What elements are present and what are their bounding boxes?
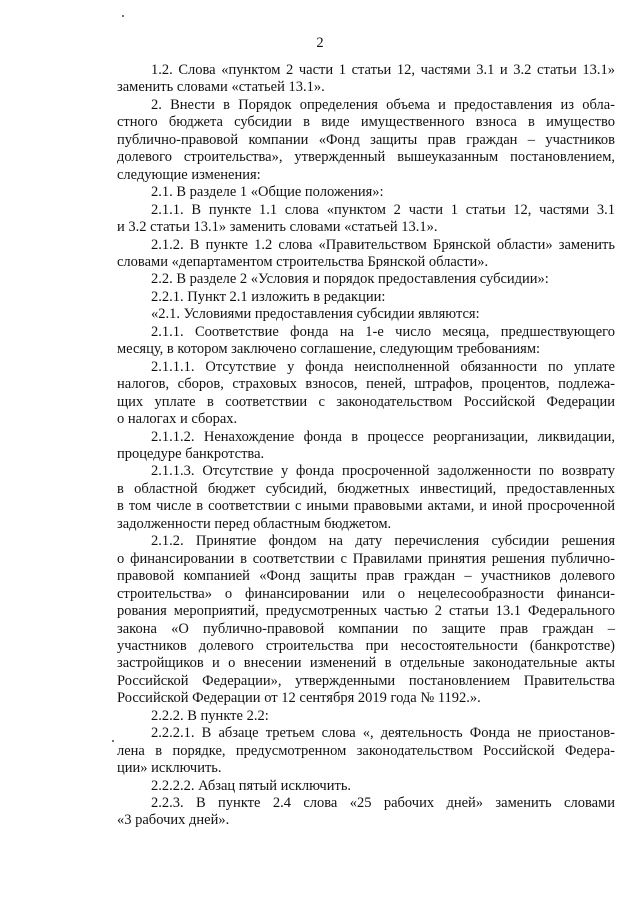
paragraph — [117, 97, 615, 184]
text-line: о финансировании в соответствии с Правилами принятия решения публично- — [117, 550, 615, 567]
text-line: 2.2.3. В пункте 2.4 слова «25 рабочих дней» заменить словами — [151, 795, 615, 812]
text-line: Российской Федерации», утвержденными постановлением Правительства — [117, 672, 615, 689]
paragraph — [117, 62, 615, 97]
text-line: 2.2. В разделе 2 «Условия и порядок предоставления субсидии»: — [151, 271, 549, 288]
paragraph — [117, 359, 615, 429]
text-line: 2.1.1.1. Отсутствие у фонда неисполненной обязанности по уплате — [151, 358, 615, 375]
text-line: налогов, сборов, страховых взносов, пеней, штрафов, процентов, подлежа- — [117, 376, 615, 393]
text-line: 2.1.1.3. Отсутствие у фонда просроченной задолженности по возврату — [151, 463, 615, 480]
text-line: и 3.2 статьи 13.1» заменить словами «статьей 13.1». — [117, 219, 438, 236]
paragraph — [117, 237, 615, 272]
text-line: следующие изменения: — [117, 166, 261, 183]
paragraph — [117, 429, 615, 464]
text-line: 2.2.2. В пункте 2.2: — [151, 707, 269, 724]
text-line: 2.1.1.2. Ненахождение фонда в процессе реорганизации, ликвидации, — [151, 428, 615, 445]
text-line: 2.2.2.2. Абзац пятый исключить. — [151, 777, 352, 794]
text-line: в областной бюджет субсидий, бюджетных инвестиций, предоставленных — [117, 480, 615, 497]
text-line: в том числе в соответствии с иными правовыми актами, и иной просроченной — [117, 498, 615, 515]
text-line: долевого строительства», утвержденный вышеуказанным постановлением, — [117, 149, 615, 166]
text-line: Российской Федерации от 12 сентября 2019 года № 1192.». — [117, 690, 481, 707]
page-number: 2 — [316, 35, 324, 51]
text-line: лена в порядке, предусмотренном законодательством Российской Федера- — [117, 742, 615, 759]
text-line: 2.1.2. В пункте 1.2 слова «Правительством Брянской области» заменить — [151, 236, 615, 253]
text-line: стного бюджета субсидии в виде имущественного взноса в имущество — [117, 114, 615, 131]
text-line: ции» исключить. — [117, 760, 222, 777]
paragraph — [117, 289, 615, 306]
text-line: заменить словами «статьей 13.1». — [117, 79, 325, 96]
paragraph — [117, 725, 615, 777]
paragraph — [117, 795, 615, 830]
text-line: правовой компанией «Фонд защиты прав граждан – участников долевого — [117, 568, 615, 585]
text-line: 1.2. Слова «пунктом 2 части 1 статьи 12, частями 3.1 и 3.2 статьи 13.1» — [151, 62, 615, 78]
paragraph — [117, 306, 615, 323]
text-line: 2.2.1. Пункт 2.1 изложить в редакции: — [151, 288, 386, 305]
text-line: о налогах и сборах. — [117, 411, 238, 428]
paragraph — [117, 184, 615, 201]
paragraph — [117, 533, 615, 708]
text-line: участников долевого строительства при несостоятельности (банкротстве) — [117, 637, 615, 654]
text-line: «2.1. Условиями предоставления субсидии являются: — [151, 306, 480, 323]
paragraph — [117, 463, 615, 533]
text-line: процедуре банкротства. — [117, 445, 265, 462]
text-line: 2. Внести в Порядок определения объема и предоставления из обла- — [151, 96, 615, 113]
text-line: месяцу, в котором заключено соглашение, следующим требованиям: — [117, 341, 541, 358]
text-line: публично-правовой компании «Фонд защиты прав граждан – участников — [117, 131, 615, 148]
scan-speck — [112, 740, 114, 742]
text-line: 2.1. В разделе 1 «Общие положения»: — [151, 184, 384, 201]
text-line: 2.1.1. Соответствие фонда на 1-е число месяца, предшествующего — [151, 323, 615, 340]
text-line: застройщиков и о внесении изменений в отдельные законодательные акты — [117, 655, 615, 672]
text-line: словами «департаментом строительства Брянской области». — [117, 253, 489, 270]
text-line: задолженности перед областным бюджетом. — [117, 515, 392, 532]
scan-speck — [122, 15, 124, 17]
paragraph — [117, 778, 615, 795]
paragraph — [117, 324, 615, 359]
paragraph — [117, 202, 615, 237]
text-line: 2.2.2.1. В абзаце третьем слова «, деятельность Фонда не приостанов- — [151, 725, 615, 742]
paragraph — [117, 708, 615, 725]
text-line: рования мероприятий, предусмотренных частью 2 статьи 13.1 Федерального — [117, 603, 615, 620]
document-body — [117, 62, 615, 830]
text-line: 2.1.1. В пункте 1.1 слова «пунктом 2 части 1 статьи 12, частями 3.1 — [151, 201, 615, 218]
text-line: «3 рабочих дней». — [117, 812, 230, 829]
paragraph — [117, 271, 615, 288]
text-line: закона «О публично-правовой компании по защите прав граждан – — [117, 620, 615, 637]
text-line: строительства» о финансировании или о нецелесообразности финанси- — [117, 585, 615, 602]
text-line: щих уплате в соответствии с законодательством Российской Федерации — [117, 393, 615, 410]
text-line: 2.1.2. Принятие фондом на дату перечисления субсидии решения — [151, 533, 615, 550]
